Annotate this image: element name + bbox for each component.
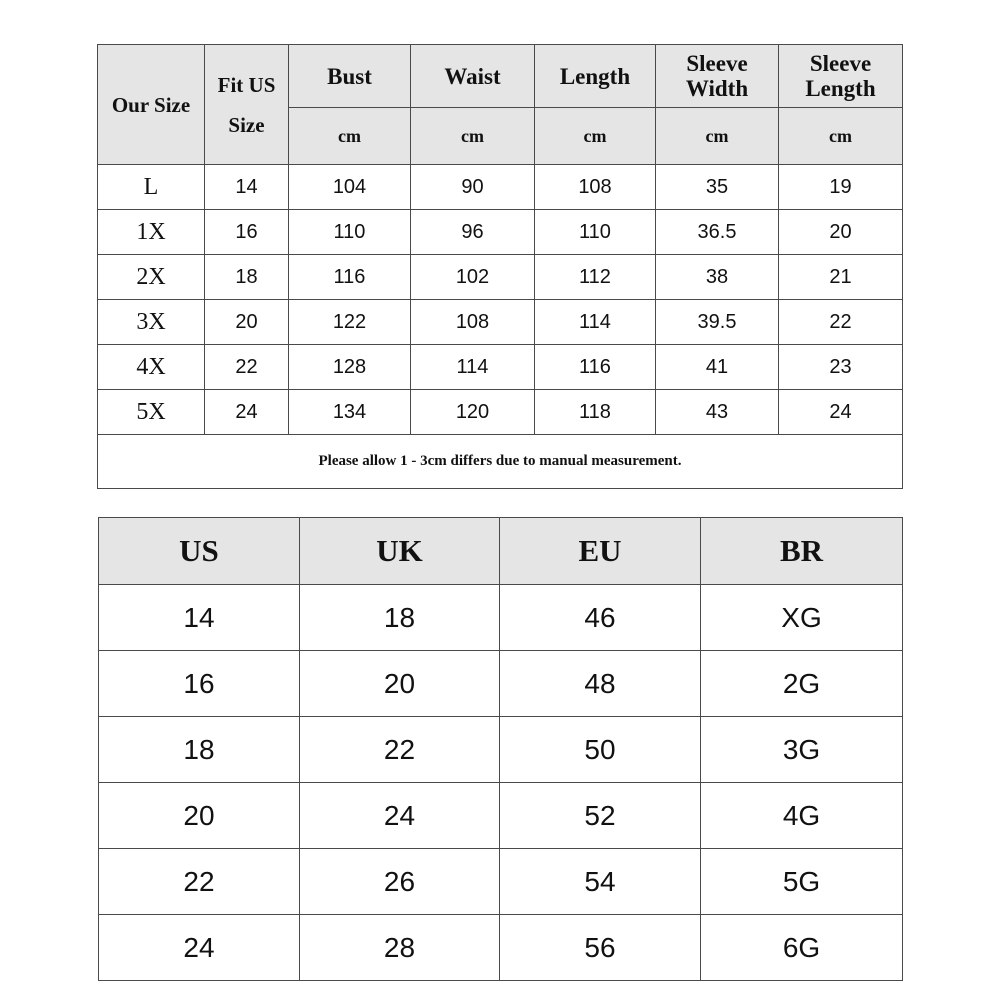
- sleeve-length-cell: 22: [779, 300, 903, 345]
- bust-cell: 110: [289, 210, 411, 255]
- sleeve-width-header: [656, 45, 779, 108]
- bust-cell: 128: [289, 345, 411, 390]
- size-cell: L: [98, 165, 205, 210]
- fit-us-cell: 18: [205, 255, 289, 300]
- table-row: [99, 717, 903, 783]
- waist-cell: 90: [411, 165, 535, 210]
- sleeve-width-cell: 35: [656, 165, 779, 210]
- us-cell: 22: [99, 849, 300, 915]
- bust-header: Bust: [289, 45, 411, 108]
- br-header: BR: [701, 518, 903, 585]
- measurement-note-row: [98, 435, 903, 489]
- fit-us-cell: 22: [205, 345, 289, 390]
- sleeve-width-cell: 41: [656, 345, 779, 390]
- uk-cell: 20: [300, 651, 500, 717]
- uk-cell: 18: [300, 585, 500, 651]
- size-cell: 2X: [98, 255, 205, 300]
- sleeve-length-header-line1: Sleeve: [809, 51, 872, 76]
- length-cell: 110: [535, 210, 656, 255]
- table-row: [99, 849, 903, 915]
- br-cell: 4G: [701, 783, 903, 849]
- sleeve-width-cell: 36.5: [656, 210, 779, 255]
- us-cell: 24: [99, 915, 300, 981]
- uk-cell: 28: [300, 915, 500, 981]
- eu-cell: 46: [500, 585, 701, 651]
- uk-cell: 24: [300, 783, 500, 849]
- size-cell: 1X: [98, 210, 205, 255]
- uk-header: UK: [300, 518, 500, 585]
- table-row: [98, 390, 903, 435]
- length-unit: cm: [535, 108, 656, 165]
- waist-unit: cm: [411, 108, 535, 165]
- bust-cell: 116: [289, 255, 411, 300]
- br-cell: 3G: [701, 717, 903, 783]
- br-cell: 2G: [701, 651, 903, 717]
- length-cell: 108: [535, 165, 656, 210]
- fit-us-header-line2: Size: [228, 112, 265, 137]
- table-row: [99, 585, 903, 651]
- sleeve-length-cell: 20: [779, 210, 903, 255]
- br-cell: 5G: [701, 849, 903, 915]
- uk-cell: 22: [300, 717, 500, 783]
- us-cell: 14: [99, 585, 300, 651]
- sleeve-width-unit: cm: [656, 108, 779, 165]
- size-cell: 5X: [98, 390, 205, 435]
- length-cell: 118: [535, 390, 656, 435]
- sleeve-length-cell: 24: [779, 390, 903, 435]
- eu-cell: 56: [500, 915, 701, 981]
- length-cell: 114: [535, 300, 656, 345]
- table-row: [99, 651, 903, 717]
- our-size-header: Our Size: [98, 45, 205, 165]
- sleeve-length-header: [779, 45, 903, 108]
- size-cell: 3X: [98, 300, 205, 345]
- waist-cell: 114: [411, 345, 535, 390]
- sleeve-length-header-line2: Length: [805, 76, 876, 101]
- length-cell: 116: [535, 345, 656, 390]
- fit-us-cell: 14: [205, 165, 289, 210]
- uk-cell: 26: [300, 849, 500, 915]
- length-header: Length: [535, 45, 656, 108]
- measurement-note: Please allow 1 - 3cm differs due to manual measurement.: [98, 435, 903, 489]
- waist-cell: 120: [411, 390, 535, 435]
- us-header: US: [99, 518, 300, 585]
- us-cell: 18: [99, 717, 300, 783]
- size-conversion-table: [98, 517, 903, 981]
- fit-us-cell: 20: [205, 300, 289, 345]
- conversion-header-row: [99, 518, 903, 585]
- waist-cell: 108: [411, 300, 535, 345]
- table-row: [99, 915, 903, 981]
- waist-cell: 96: [411, 210, 535, 255]
- sleeve-length-cell: 19: [779, 165, 903, 210]
- eu-cell: 48: [500, 651, 701, 717]
- eu-cell: 50: [500, 717, 701, 783]
- table-row: [98, 300, 903, 345]
- eu-cell: 52: [500, 783, 701, 849]
- eu-cell: 54: [500, 849, 701, 915]
- sleeve-width-cell: 38: [656, 255, 779, 300]
- sleeve-length-unit: cm: [779, 108, 903, 165]
- eu-header: EU: [500, 518, 701, 585]
- bust-cell: 134: [289, 390, 411, 435]
- size-chart-table: [97, 44, 903, 489]
- us-cell: 20: [99, 783, 300, 849]
- us-cell: 16: [99, 651, 300, 717]
- size-chart-header-row: [98, 45, 903, 108]
- length-cell: 112: [535, 255, 656, 300]
- sleeve-length-cell: 23: [779, 345, 903, 390]
- sleeve-width-header-line1: Sleeve: [686, 51, 748, 76]
- waist-cell: 102: [411, 255, 535, 300]
- table-row: [99, 783, 903, 849]
- sleeve-width-cell: 39.5: [656, 300, 779, 345]
- size-cell: 4X: [98, 345, 205, 390]
- fit-us-cell: 24: [205, 390, 289, 435]
- bust-cell: 104: [289, 165, 411, 210]
- sleeve-width-cell: 43: [656, 390, 779, 435]
- waist-header: Waist: [411, 45, 535, 108]
- sleeve-length-cell: 21: [779, 255, 903, 300]
- sleeve-width-header-line2: Width: [685, 76, 749, 101]
- table-row: [98, 165, 903, 210]
- table-row: [98, 210, 903, 255]
- br-cell: 6G: [701, 915, 903, 981]
- bust-cell: 122: [289, 300, 411, 345]
- table-row: [98, 345, 903, 390]
- fit-us-header-line1: Fit US: [217, 72, 276, 97]
- br-cell: XG: [701, 585, 903, 651]
- fit-us-size-header: [205, 45, 289, 165]
- bust-unit: cm: [289, 108, 411, 165]
- table-row: [98, 255, 903, 300]
- fit-us-cell: 16: [205, 210, 289, 255]
